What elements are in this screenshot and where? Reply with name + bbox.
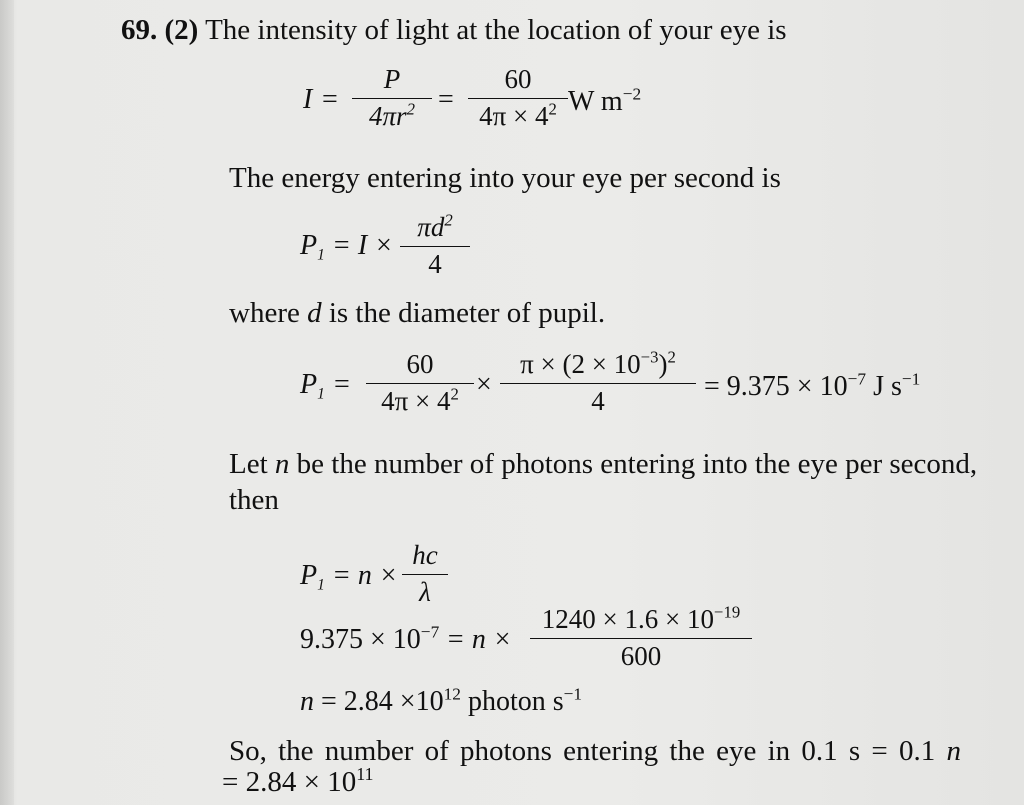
problem-heading [121,14,787,47]
eq4-denominator: λ [419,577,431,607]
eq1-fraction-2 [468,64,568,132]
page-edge-shadow [0,0,14,805]
eq3-frac2-numerator: $\pi \times (2 \times 10^{-3})^2$ [520,347,676,379]
eq3-fraction-1 [366,349,474,417]
eq3-frac1-denominator: $4\pi \times 4^2$ [381,384,459,416]
conclusion-result: = $2.84 \times 10^{11}$ [222,763,374,798]
eq1-equals-2: = [438,84,454,115]
eq2-numerator: $\pi d^2$ [417,210,453,242]
eq3-frac1-numerator: 60 [406,349,434,379]
eq5-fraction [530,604,752,672]
eq3-fraction-2 [500,349,696,417]
eq3-lhs: $P_1$ [300,369,325,403]
eq4-lhs: $P_1$ [300,560,325,594]
eq3-frac2-denominator: 4 [591,386,605,416]
eq5-lhs: $9.375 \times 10^{-7}$ [300,622,440,655]
eq4-mid: = n × [332,560,398,591]
eq1-equals: = [322,84,338,115]
eq1-frac1-numerator: P [383,64,401,94]
eq3-times: × [476,369,492,400]
conclusion-text: So, the number of photons entering the eye in 0.1 s = 0.1 n [229,735,962,767]
eq1-frac2-numerator: 60 [504,64,532,94]
eq2-mid: = I × [332,230,394,261]
eq4-fraction [402,540,448,608]
problem-number: 69. [121,14,158,46]
eq2-lhs: $P_1$ [300,230,325,264]
text-diameter: where d is the diameter of pupil. [229,297,606,329]
text-photons: Let n be the number of photons entering into the eye per second, [229,448,978,480]
eq5-numerator: $1240 \times 1.6 \times 10^{-19}$ [541,602,741,634]
eq1-lhs: I [303,84,313,115]
equation-n-result: $n = 2.84 \times 10^{12}$ photon $s^{-1}$ [300,684,583,717]
eq3-result: = $9.375 \times 10^{-7}$ J $s^{-1}$ [704,369,921,402]
text-energy: The energy entering into your eye per second is [229,162,781,194]
eq4-numerator: hc [412,540,438,570]
text-then: then [229,484,279,516]
eq1-frac2-denominator: $4\pi \times 4^2$ [479,99,557,131]
eq5-denominator: 600 [620,641,662,671]
eq1-frac1-denominator: $4\pi r^2$ [369,99,415,131]
intro-text: The intensity of light at the location of your eye is [205,14,787,46]
answer-choice: (2) [164,14,199,46]
eq2-fraction [400,212,470,280]
eq1-fraction-1 [352,64,432,132]
eq3-equals: = [334,369,350,400]
eq2-denominator: 4 [428,249,442,279]
eq5-mid: = n × [446,624,512,655]
eq1-unit: W $m^{-2}$ [568,84,642,117]
